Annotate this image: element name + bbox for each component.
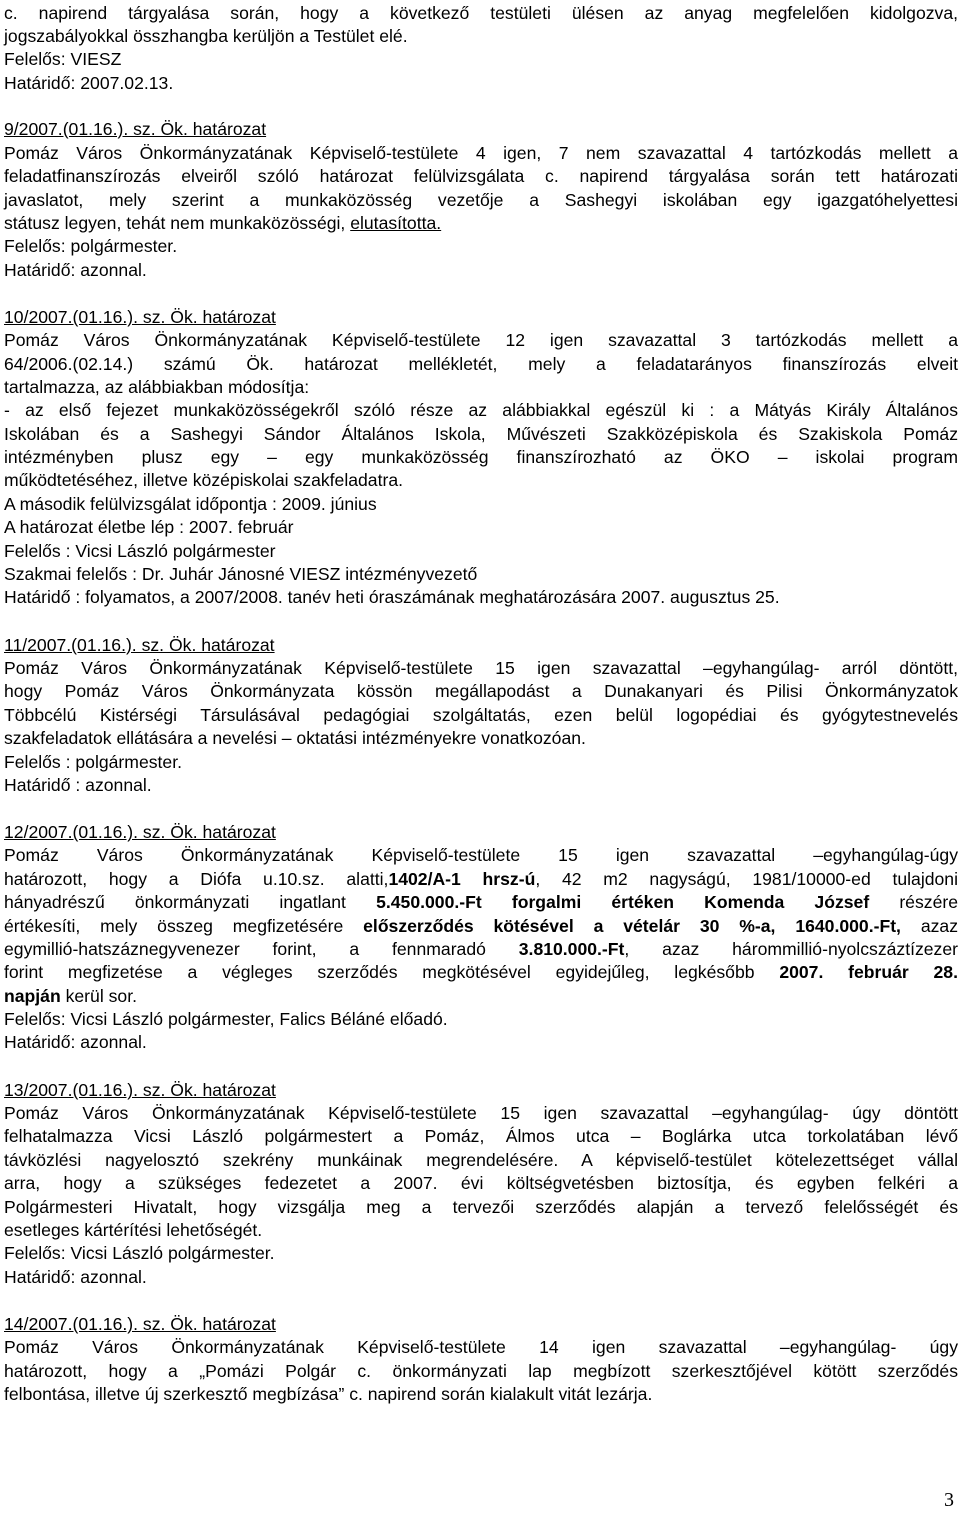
text-line: Többcélú Kistérségi Társulásával pedagógiai szolgáltatás, ezen belül logopédiai és gyógytestnevelés	[4, 705, 958, 725]
text-line	[4, 891, 958, 914]
page-number: 3	[944, 1489, 954, 1511]
text-line: felbontása, illetve új szerkesztő megbízása” c. napirend során kialakult vitát lezárja.	[4, 1384, 653, 1404]
text-segment: értékesíti, mely összeg megfizetésére	[4, 916, 364, 936]
responsible-line: Felelős: polgármester.	[4, 236, 178, 256]
text-line: - az első fejezet munkaközösségekről szóló része az alábbiakkal egészül ki : a Mátyás Király Általános	[4, 400, 958, 420]
text-line: jogszabályokkal összhangba kerüljön a Testület elé.	[4, 26, 408, 46]
text-line: Pomáz Város Önkormányzatának Képviselő-testülete 15 igen szavazattal –egyhangúlag- arról döntött,	[4, 658, 958, 678]
price-buyer: 5.450.000.-Ft forgalmi értéken Komenda József	[376, 892, 870, 912]
text-segment: , 42 m2 nagyságú, 1981/10000-ed tulajdoni	[535, 869, 958, 889]
payment-date: 2007. február 28.	[779, 962, 958, 982]
text-line	[4, 985, 958, 1008]
text-line: A második felülvizsgálat időpontja : 2009. június	[4, 494, 377, 514]
text-segment: hányadrészű önkormányzati ingatlant	[4, 892, 377, 912]
text-line: arra, hogy a szükséges fedezetet a 2007. évi költségvetésben biztosítja, és egyben felkéri a	[4, 1173, 958, 1193]
text-segment: részére	[869, 892, 958, 912]
text-line: tartalmazza, az alábbiakban módosítja:	[4, 377, 310, 397]
deadline-line: Határidő: azonnal.	[4, 260, 147, 280]
text-line: Pomáz Város Önkormányzatának Képviselő-testülete 15 igen szavazattal –egyhangúlag-úgy	[4, 845, 958, 865]
text-line	[4, 961, 958, 984]
text-line: A határozat életbe lép : 2007. február	[4, 517, 294, 537]
text-line: c. napirend tárgyalása során, hogy a következő testületi ülésen az anyag megfelelően kidolgozva,	[4, 3, 958, 23]
text-line	[4, 212, 958, 235]
resolution-12-title: 12/2007.(01.16.). sz. Ök. határozat	[4, 822, 276, 842]
text-line: Pomáz Város Önkormányzatának Képviselő-testülete 14 igen szavazattal –egyhangúlag- úgy	[4, 1337, 958, 1357]
responsible-line: Felelős : polgármester.	[4, 752, 182, 772]
resolution-14-title: 14/2007.(01.16.). sz. Ök. határozat	[4, 1314, 276, 1334]
text-line: intézményben plusz egy – egy munkaközösség finanszírozható az ÖKO – iskolai program	[4, 447, 958, 467]
text-line: esetleges kártérítési lehetőségét.	[4, 1220, 263, 1240]
responsible-line: Felelős: Vicsi László polgármester.	[4, 1243, 275, 1263]
text-segment: forint megfizetése a végleges szerződés megkötésével egyidejűleg, legkésőbb	[4, 962, 780, 982]
text-segment: határozott, hogy a Diófa u.10.sz. alatti,	[4, 869, 389, 889]
text-line: Polgármesteri Hivatalt, hogy vizsgálja meg a tervezői szerződés alapján a tervező felelősségét és	[4, 1197, 958, 1217]
resolution-10-title: 10/2007.(01.16.). sz. Ök. határozat	[4, 307, 276, 327]
deadline-line: Határidő : azonnal.	[4, 775, 152, 795]
text-segment: , azaz hárommillió-nyolcszáztízezer	[624, 939, 958, 959]
text-segment: azaz	[900, 916, 958, 936]
text-line: Iskolában és a Sashegyi Sándor Általános Iskola, Művészeti Szakközépiskola és Szakiskola Pomáz	[4, 424, 958, 444]
text-line: javaslatot, mely szerint a munkaközösség vezetője a Sashegyi iskolában egy igazgatóhelyettesi	[4, 190, 958, 210]
text-line: Pomáz Város Önkormányzatának Képviselő-testülete 15 igen szavazattal –egyhangúlag- úgy döntött	[4, 1103, 958, 1123]
deadline-line: Határidő: azonnal.	[4, 1267, 147, 1287]
responsible-line: Felelős : Vicsi László polgármester	[4, 541, 276, 561]
text-line: Pomáz Város Önkormányzatának Képviselő-testülete 4 igen, 7 nem szavazattal 4 tartózkodás mellett a	[4, 143, 958, 163]
text-segment: kerül sor.	[60, 986, 137, 1006]
professional-responsible-line: Szakmai felelős : Dr. Juhár Jánosné VIESZ intézményvezető	[4, 564, 478, 584]
text-line	[4, 938, 958, 961]
rejected-word: elutasította.	[350, 213, 442, 233]
responsible-line: Felelős: VIESZ	[4, 49, 122, 69]
parcel-number: 1402/A-1 hrsz-ú	[388, 869, 536, 889]
deadline-line: Határidő : folyamatos, a 2007/2008. tanév heti óraszámának meghatározására 2007. augusztus 25.	[4, 587, 780, 607]
remaining-amount: 3.810.000.-Ft	[518, 939, 625, 959]
text-line: működtetéséhez, illetve középiskolai szakfeladatra.	[4, 470, 404, 490]
text-line: határozott, hogy a „Pomázi Polgár c. önkormányzati lap megbízott szerkesztőjével kötött szerződés	[4, 1361, 958, 1381]
text-segment: egymillió-hatszáznegyvenezer forint, a fennmaradó	[4, 939, 519, 959]
text-line: 64/2006.(02.14.) számú Ök. határozat mellékletét, mely a feladatarányos finanszírozás elveit	[4, 354, 958, 374]
deadline-line: Határidő: 2007.02.13.	[4, 73, 174, 93]
text-line: távközlési nagyelosztó szekrény munkáinak megrendelésére. A képviselő-testület kötelezettséget vállal	[4, 1150, 958, 1170]
text-segment: státusz legyen, tehát nem munkaközösségi,	[4, 213, 351, 233]
text-line: szakfeladatok ellátására a nevelési – oktatási intézményekre vonatkozóan.	[4, 728, 586, 748]
text-line	[4, 915, 958, 938]
text-line: Pomáz Város Önkormányzatának Képviselő-testülete 12 igen szavazattal 3 tartózkodás mellett a	[4, 330, 958, 350]
text-line: hogy Pomáz Város Önkormányzata kössön megállapodást a Dunakanyari és Pilisi Önkormányzatok	[4, 681, 958, 701]
responsible-line: Felelős: Vicsi László polgármester, Falics Béláné előadó.	[4, 1009, 448, 1029]
text-line: felhatalmazza Vicsi László polgármestert a Pomáz, Álmos utca – Boglárka utca torkolatában lévő	[4, 1126, 958, 1146]
text-line	[4, 868, 958, 891]
resolution-11-title: 11/2007.(01.16.). sz. Ök. határozat	[4, 635, 275, 655]
text-line: feladatfinanszírozás elveiről szóló határozat felülvizsgálata c. napirend tárgyalása során tett határozati	[4, 166, 958, 186]
resolution-13-title: 13/2007.(01.16.). sz. Ök. határozat	[4, 1080, 276, 1100]
resolution-9-title: 9/2007.(01.16.). sz. Ök. határozat	[4, 119, 267, 139]
down-payment: előszerződés kötésével a vételár 30 %-a, 1640.000.-Ft,	[363, 916, 901, 936]
payment-day: napján	[4, 986, 61, 1006]
deadline-line: Határidő: azonnal.	[4, 1032, 147, 1052]
